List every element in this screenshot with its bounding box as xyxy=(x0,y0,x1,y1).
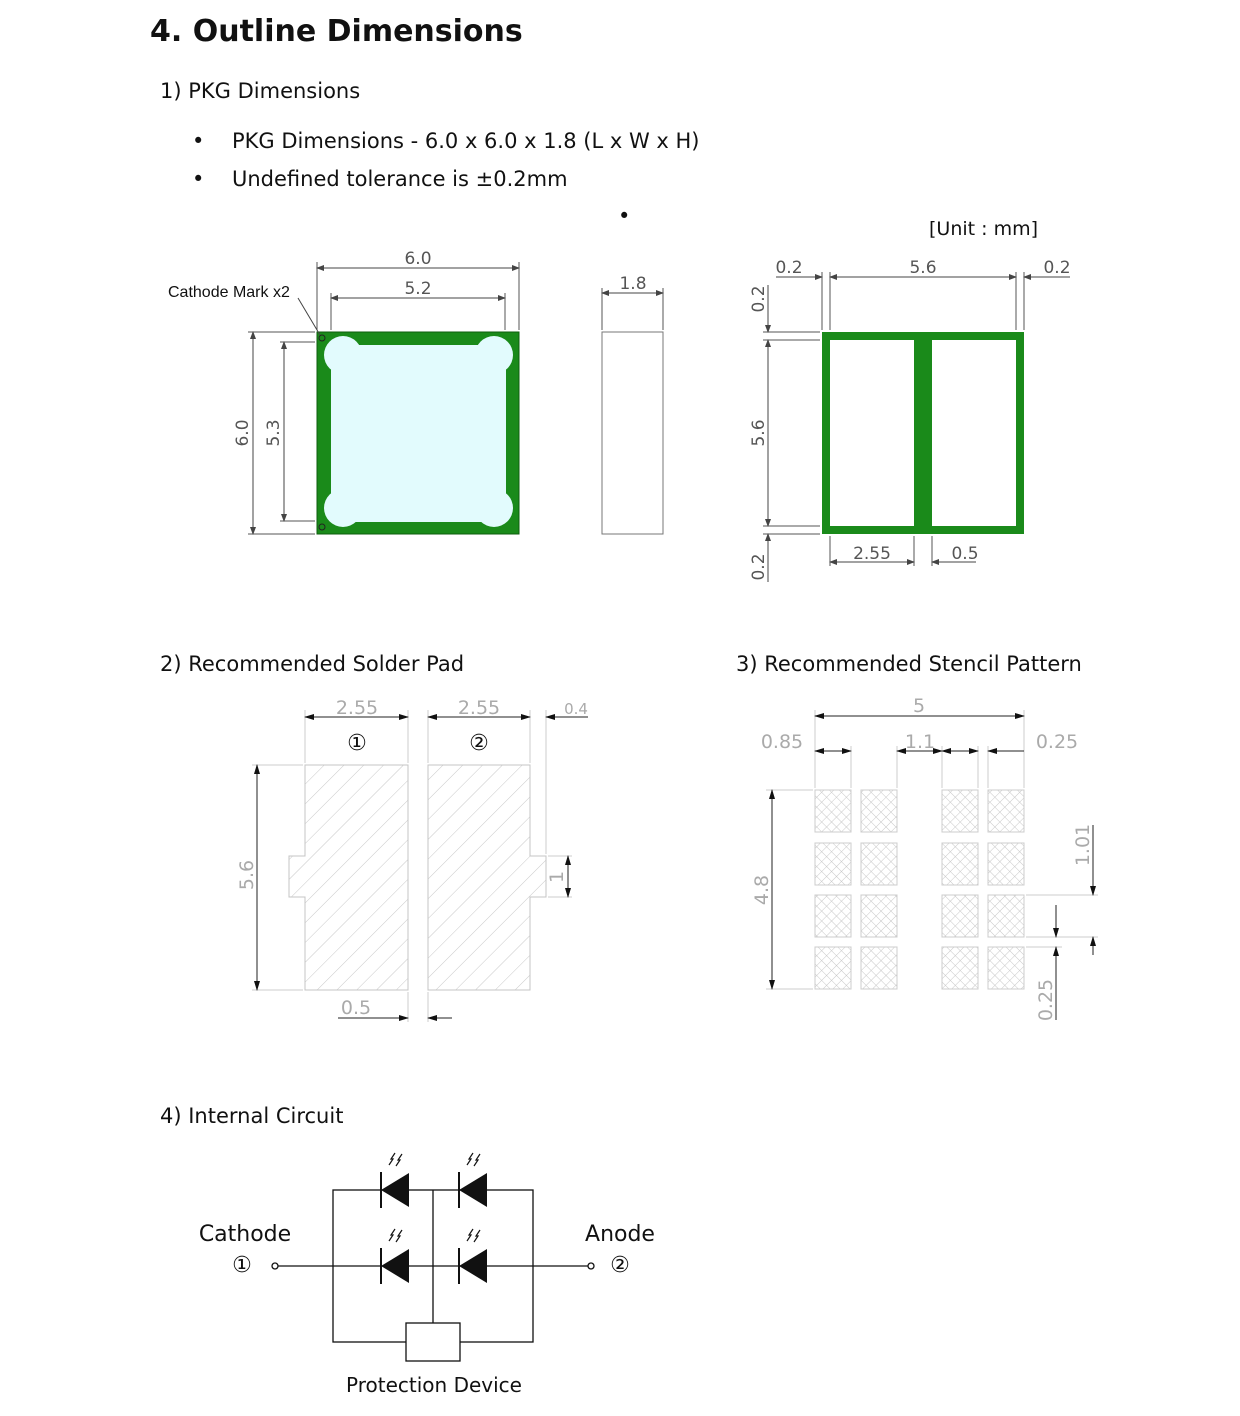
dim-center: 5.6 xyxy=(909,258,937,278)
led-diode xyxy=(381,1229,409,1284)
cathode-terminal xyxy=(272,1263,278,1269)
stencil-left-margin: 0.85 xyxy=(760,731,804,753)
tab-width: 0.4 xyxy=(564,700,588,718)
dim-width: 6.0 xyxy=(404,249,432,269)
stencil-aperture xyxy=(815,843,851,885)
dim-inner-width: 5.2 xyxy=(404,279,432,299)
pkg-side-view xyxy=(602,274,663,534)
corner-pad xyxy=(475,489,513,527)
solder-pad-1 xyxy=(289,765,408,990)
pad1-number: ① xyxy=(347,731,367,756)
stencil-right-margin: 0.25 xyxy=(1035,731,1079,753)
pkg-bottom-view xyxy=(749,258,1071,582)
page-title: 4. Outline Dimensions xyxy=(150,14,523,49)
stencil-aperture xyxy=(861,947,897,989)
stencil-drawing xyxy=(751,695,1098,1021)
stencil-aperture xyxy=(861,843,897,885)
stray-bullet: • xyxy=(618,204,631,228)
dim-inner-height: 5.3 xyxy=(264,419,284,447)
solder-pad-2 xyxy=(428,765,546,990)
pad1-width: 2.55 xyxy=(335,697,379,719)
stencil-total-width: 5 xyxy=(912,695,926,717)
pad-gap: 0.5 xyxy=(340,997,372,1019)
stencil-pitch: 1.01 xyxy=(1072,823,1094,867)
stencil-aperture xyxy=(942,947,978,989)
pad-height: 5.6 xyxy=(236,859,258,891)
solder-pad-drawing xyxy=(236,697,588,1022)
stencil-center-gap: 1.1 xyxy=(904,731,936,753)
dim-right: 0.2 xyxy=(1043,258,1071,278)
led-diode xyxy=(459,1229,487,1284)
bullet-dot: • xyxy=(192,129,205,153)
bullet-text: Undefined tolerance is ±0.2mm xyxy=(232,167,568,191)
section-solder-pad: 2) Recommended Solder Pad xyxy=(160,652,465,676)
stencil-apertures xyxy=(815,790,1024,989)
corner-pad xyxy=(475,336,513,374)
anode-label: Anode xyxy=(585,1222,655,1247)
pad2-width: 2.55 xyxy=(457,697,501,719)
stencil-aperture xyxy=(988,947,1024,989)
stencil-aperture xyxy=(815,947,851,989)
stencil-aperture xyxy=(861,895,897,937)
stencil-aperture xyxy=(988,790,1024,832)
led-diode xyxy=(381,1153,409,1208)
bullet-dot: • xyxy=(192,167,205,191)
corner-pad xyxy=(324,336,362,374)
dim-side-height: 1.8 xyxy=(619,274,647,294)
pkg-top-view xyxy=(168,249,519,534)
dim-top: 0.2 xyxy=(749,285,769,313)
stencil-aperture xyxy=(942,895,978,937)
dim-height: 6.0 xyxy=(233,419,253,447)
anode-pin: ② xyxy=(610,1253,630,1278)
side-body xyxy=(602,332,663,534)
stencil-aperture xyxy=(988,895,1024,937)
stencil-bottom-gap: 0.25 xyxy=(1035,978,1057,1022)
anode-terminal xyxy=(588,1263,594,1269)
bottom-pad-left xyxy=(830,340,914,526)
dim-mid: 5.6 xyxy=(749,419,769,447)
protection-device-label: Protection Device xyxy=(346,1373,522,1397)
tab-height: 1 xyxy=(546,870,568,884)
stencil-aperture xyxy=(815,895,851,937)
dim-left: 0.2 xyxy=(775,258,803,278)
led-diode xyxy=(459,1153,487,1208)
stencil-aperture xyxy=(988,843,1024,885)
corner-pad xyxy=(324,489,362,527)
internal-circuit xyxy=(272,1153,594,1361)
stencil-height: 4.8 xyxy=(751,874,773,906)
section-stencil-pattern: 3) Recommended Stencil Pattern xyxy=(736,652,1082,676)
bottom-pad-right xyxy=(932,340,1016,526)
cathode-pin: ① xyxy=(232,1253,252,1278)
cathode-label: Cathode xyxy=(198,1222,292,1247)
section-pkg-dimensions: 1) PKG Dimensions xyxy=(160,79,361,103)
stencil-aperture xyxy=(942,790,978,832)
protection-device xyxy=(406,1323,460,1361)
stencil-aperture xyxy=(861,790,897,832)
stencil-aperture xyxy=(815,790,851,832)
unit-label: [Unit : mm] xyxy=(929,218,1038,240)
section-internal-circuit: 4) Internal Circuit xyxy=(160,1104,344,1128)
bullet-text: PKG Dimensions - 6.0 x 6.0 x 1.8 (L x W x H) xyxy=(232,129,700,153)
dim-pad: 2.55 xyxy=(853,544,891,564)
dim-gap: 0.5 xyxy=(951,544,979,564)
cathode-mark-label: Cathode Mark x2 xyxy=(168,284,290,301)
dim-bottom: 0.2 xyxy=(749,553,769,581)
pad2-number: ② xyxy=(469,731,489,756)
stencil-aperture xyxy=(942,843,978,885)
